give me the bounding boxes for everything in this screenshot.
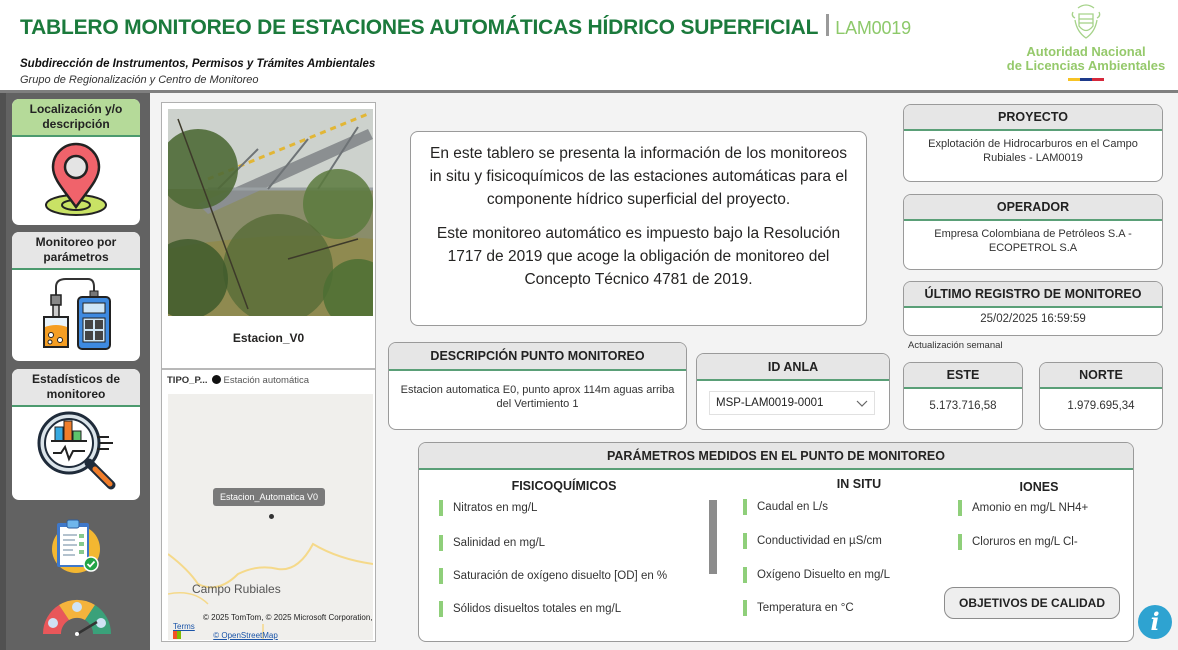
param-item[interactable]: Oxígeno Disuelto en mg/L xyxy=(743,569,890,581)
param-item[interactable]: Conductividad en µS/cm xyxy=(743,535,882,547)
info-icon[interactable]: i xyxy=(1138,605,1172,639)
coat-of-arms-icon xyxy=(1069,2,1103,40)
param-item[interactable]: Caudal en L/s xyxy=(743,501,828,513)
map-tooltip: Estacion_Automatica V0 xyxy=(213,488,325,506)
param-item[interactable]: Nitratos en mg/L xyxy=(439,502,537,514)
chevron-down-icon xyxy=(856,400,868,407)
anla-logo: Autoridad Nacional de Licencias Ambientales xyxy=(996,2,1176,86)
location-pin-icon xyxy=(41,141,111,219)
norte-value: 1.979.695,34 xyxy=(1067,400,1135,412)
param-item[interactable]: Sólidos disueltos totales en mg/L xyxy=(439,603,621,615)
param-item[interactable]: Amonio en mg/L NH4+ xyxy=(958,502,1088,514)
descripcion-card: DESCRIPCIÓN PUNTO MONITOREO Estacion automatica E0, punto aprox 114m aguas arriba del Vertimiento 1 xyxy=(388,342,687,430)
header xyxy=(0,0,1178,93)
scrollbar-thumb[interactable] xyxy=(709,500,717,574)
colombia-flag-stripe xyxy=(996,78,1176,81)
page-title: TABLERO MONITOREO DE ESTACIONES AUTOMÁTICAS HÍDRICO SUPERFICIAL LAM0019 xyxy=(20,16,911,39)
objetivos-calidad-button[interactable]: OBJETIVOS DE CALIDAD xyxy=(944,587,1120,619)
station-map[interactable] xyxy=(168,394,373,640)
este-value: 5.173.716,58 xyxy=(929,400,997,412)
station-marker[interactable] xyxy=(269,514,274,519)
osm-link[interactable]: © OpenStreetMap xyxy=(213,631,278,640)
subtitle-group: Grupo de Regionalización y Centro de Monitoreo xyxy=(20,74,259,86)
station-photo xyxy=(168,109,373,316)
clipboard-check-icon[interactable] xyxy=(47,517,105,577)
param-item[interactable]: Cloruros en mg/L Cl- xyxy=(958,536,1078,548)
id-anla-card: ID ANLA MSP-LAM0019-0001 xyxy=(696,353,890,430)
station-name: Estacion_V0 xyxy=(232,331,305,345)
sidebar-item-monitoreo[interactable]: Monitoreo por parámetros xyxy=(12,232,140,361)
project-code: LAM0019 xyxy=(835,18,911,38)
map-legend: TIPO_P... Estación automática xyxy=(167,375,310,386)
map-attribution: © 2025 TomTom, © 2025 Microsoft Corporation, Terms © OpenStreetMap xyxy=(173,613,373,640)
intro-text-card: En este tablero se presenta la información de los monitoreos in situ y fisicoquímicos de las estaciones automáticas para el componente hídrico superficial del proyecto. Este monitoreo automático es impuesto bajo la Resolución 1717 de 2019 que acoge la obligación de monitoreo del Concepto Técnico 4781 de 2019. xyxy=(410,131,867,326)
in-situ-column: IN SITU xyxy=(836,477,882,491)
microsoft-logo-icon xyxy=(173,631,181,639)
last-record-datetime: 25/02/2025 16:59:59 xyxy=(980,313,1086,325)
gauge-icon[interactable] xyxy=(39,592,115,638)
ultimo-registro-card: ÚLTIMO REGISTRO DE MONITOREO 25/02/2025 16:59:59 xyxy=(903,281,1163,336)
iones-column: IONES xyxy=(1019,480,1059,494)
sidebar-item-localizacion[interactable]: Localización y/o descripción xyxy=(12,99,140,225)
param-item[interactable]: Salinidad en mg/L xyxy=(439,537,545,549)
legend-dot-icon xyxy=(212,375,221,384)
update-frequency-note: Actualización semanal xyxy=(908,340,1003,351)
param-item[interactable]: Temperatura en °C xyxy=(743,602,854,614)
station-card xyxy=(161,102,376,642)
norte-card: NORTE 1.979.695,34 xyxy=(1039,362,1163,430)
sidebar-nav xyxy=(0,93,150,650)
param-item[interactable]: Saturación de oxígeno disuelto [OD] en % xyxy=(439,570,667,582)
map-place-label: Campo Rubiales xyxy=(192,582,281,596)
subtitle-directorate: Subdirección de Instrumentos, Permisos y Trámites Ambientales xyxy=(20,58,376,70)
operador-card: OPERADOR Empresa Colombiana de Petróleos S.A - ECOPETROL S.A xyxy=(903,194,1163,270)
id-anla-dropdown[interactable]: MSP-LAM0019-0001 xyxy=(709,391,875,415)
parametros-card: PARÁMETROS MEDIDOS EN EL PUNTO DE MONITOREO FISICOQUÍMICOS Nitratos en mg/L Salinidad en mg/L Saturación de oxígeno disuelto [OD] en % Sólidos disueltos totales en mg/L IN SITU Caudal en L/s Conductividad en µS/cm Oxígeno Disuelto en mg/L Temperatura en °C IONES Amonio en mg/L NH4+ Cloruros en mg/L Cl- OBJETIVOS DE CALIDAD xyxy=(418,442,1134,642)
proyecto-card: PROYECTO Explotación de Hidrocarburos en el Campo Rubiales - LAM0019 xyxy=(903,104,1163,182)
stats-magnifier-icon xyxy=(33,407,119,493)
water-meter-icon xyxy=(36,273,116,353)
title-separator xyxy=(826,14,829,36)
map-terms-link[interactable]: Terms xyxy=(173,622,195,631)
este-card: ESTE 5.173.716,58 xyxy=(903,362,1023,430)
sidebar-item-estadisticos[interactable]: Estadísticos de monitoreo xyxy=(12,369,140,500)
fisicoquimicos-column: FISICOQUÍMICOS xyxy=(511,479,617,493)
